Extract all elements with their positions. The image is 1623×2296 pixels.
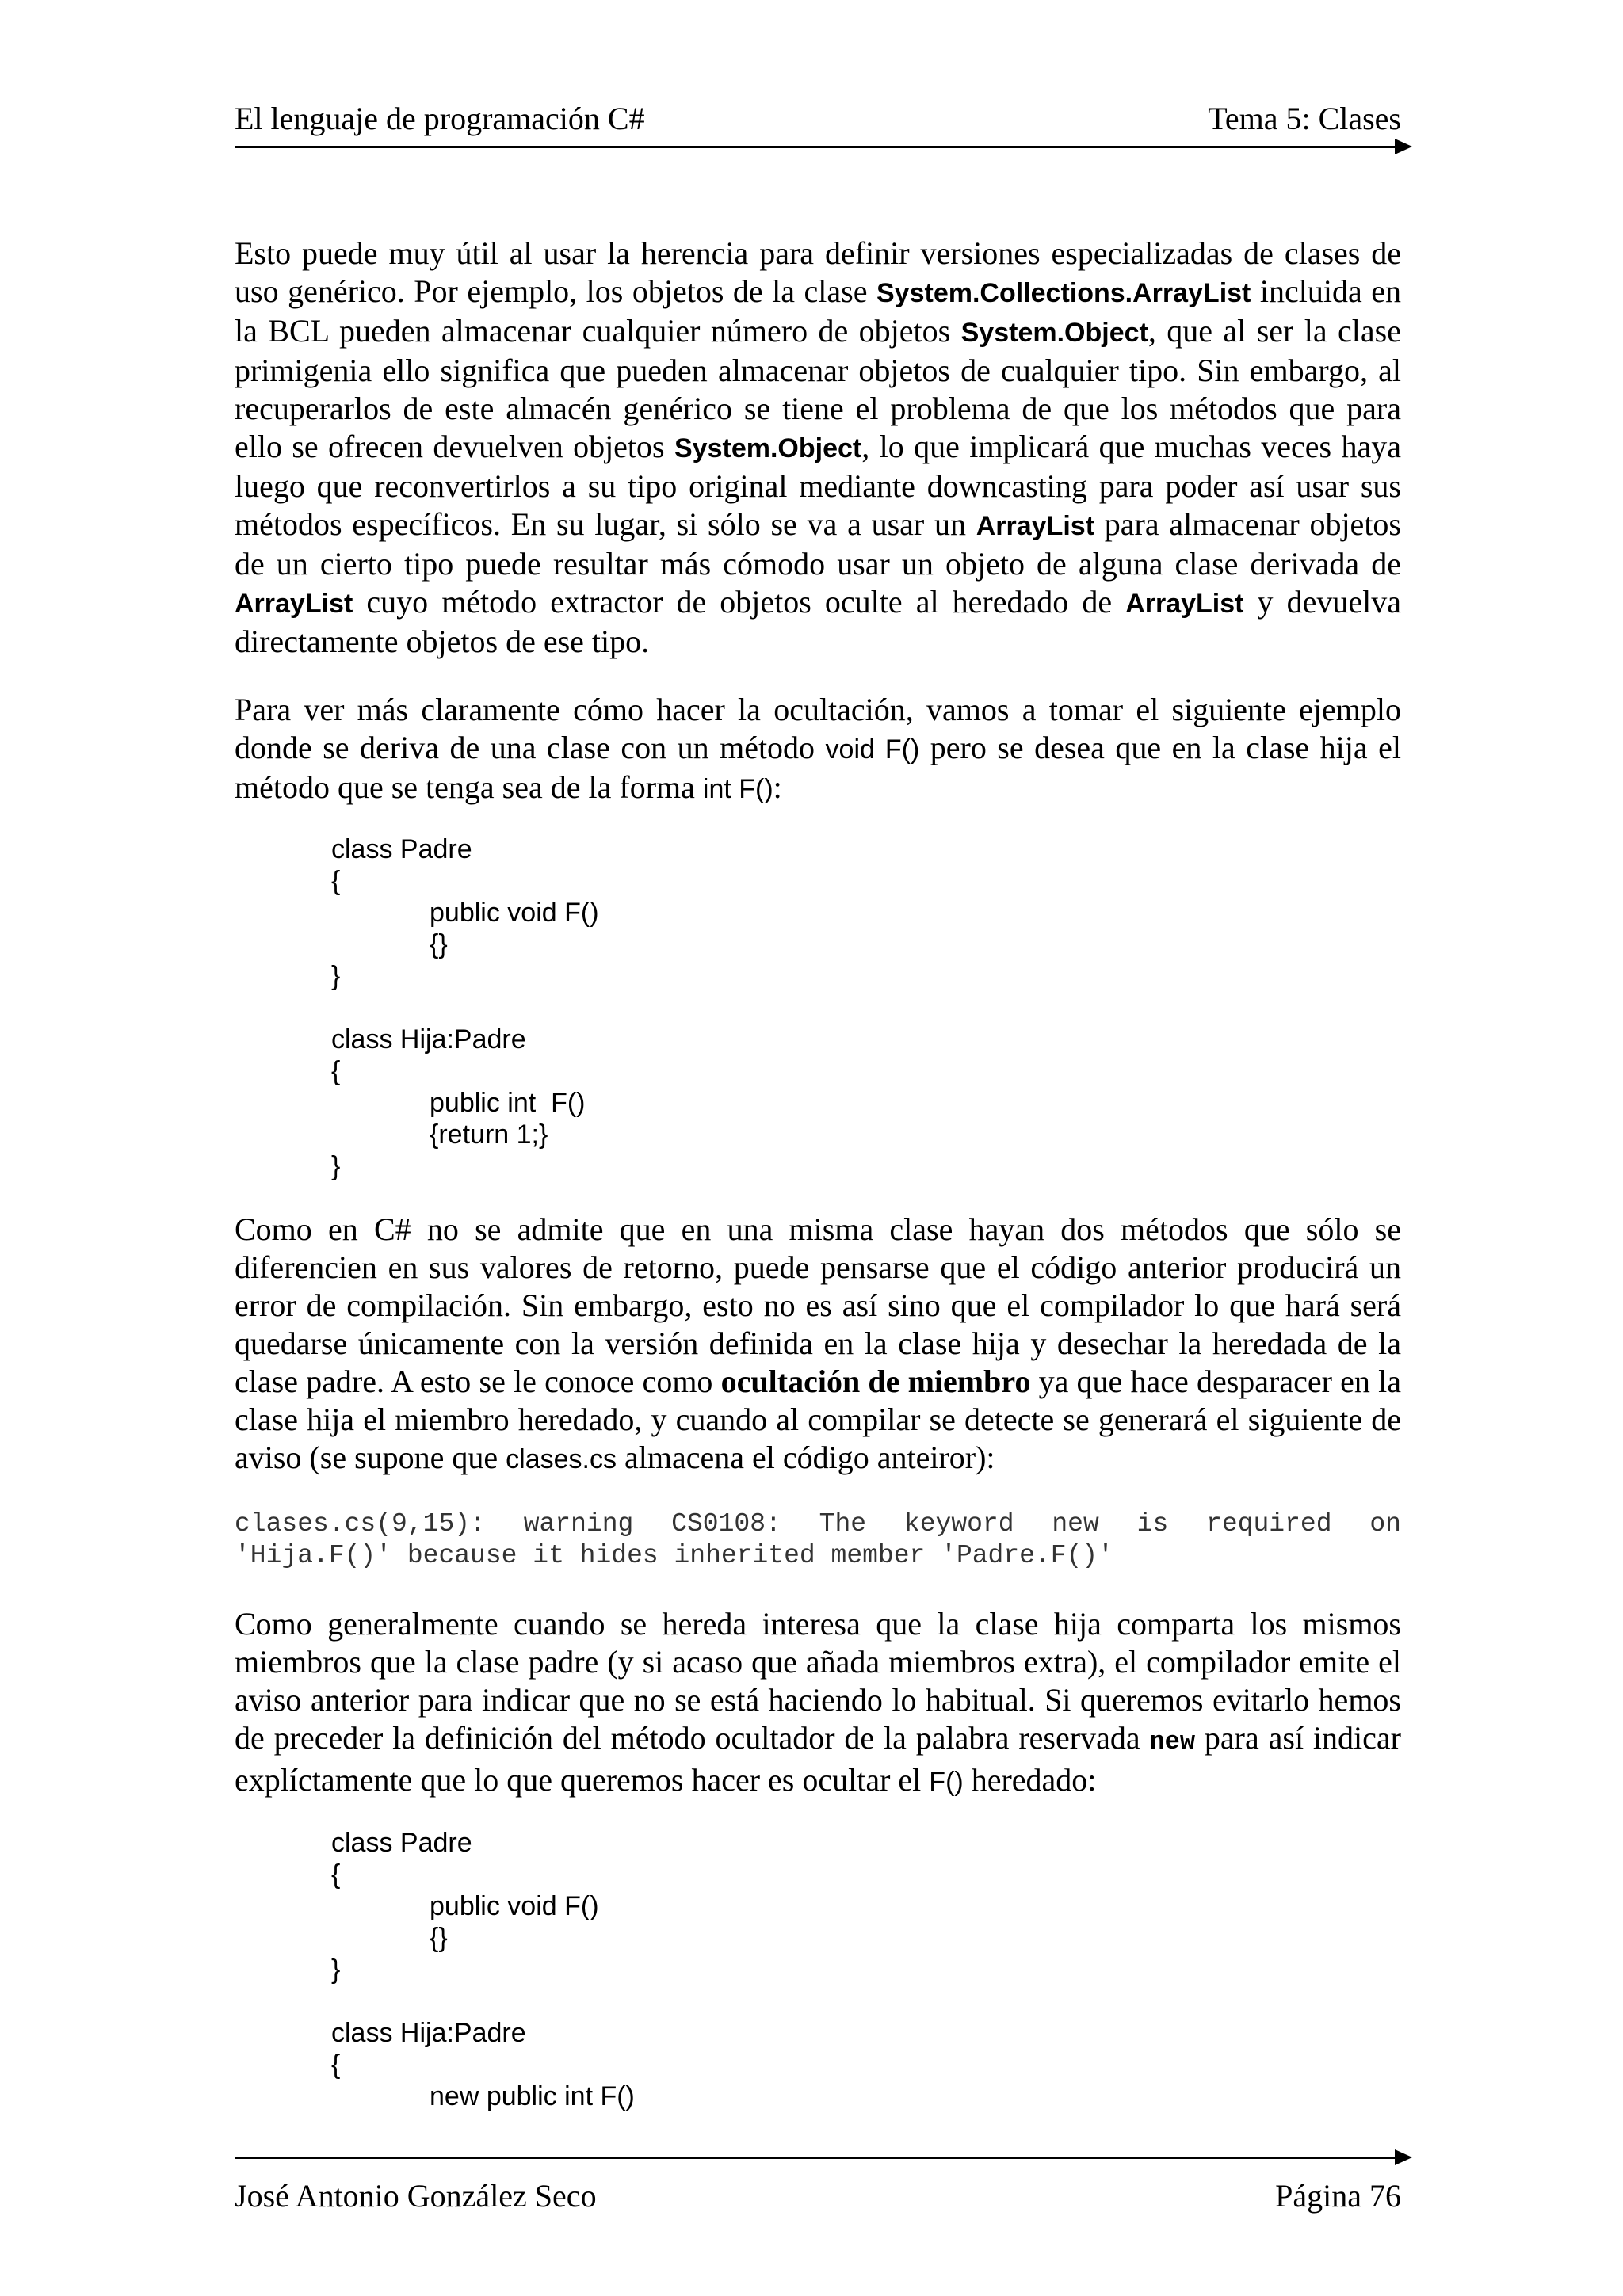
chapter-title: Tema 5: Clases [1208, 101, 1401, 136]
code-line-blank [331, 1985, 635, 2017]
paragraph-herencia [235, 235, 1401, 661]
code-line: { [331, 1056, 341, 1086]
warning-word: clases.cs(9,15): [235, 1509, 486, 1539]
code-line: public void F() [430, 1891, 599, 1921]
text: para almacenar objetos de un cierto tipo puede resultar más cómodo usar un objeto de alguna clase derivada de [235, 506, 1401, 582]
book-title: El lenguaje de programación C# [235, 101, 645, 136]
text: Para ver más claramente cómo hacer la ocultación, vamos a tomar el siguiente ejemplo donde se deriva de una clase con un método [235, 692, 1401, 765]
warning-line-1 [235, 1508, 1401, 1540]
code-line: } [331, 961, 341, 991]
code-line: { [331, 2050, 341, 2080]
warning-word: new [1052, 1509, 1099, 1539]
text: ya que hace desparacer en la clase hija el miembro heredado, y cuando al compilar se detecte se generará el siguiente de aviso (se supone que [235, 1363, 1401, 1475]
text: y devuelva directamente objetos de ese tipo. [235, 584, 1402, 659]
code-line: { [331, 866, 341, 896]
warning-line-2: 'Hija.F()' because it hides inherited member 'Padre.F()' [235, 1541, 1113, 1570]
code-line: } [331, 1151, 341, 1181]
code-block-2 [331, 1827, 635, 2112]
text: Esto puede muy útil al usar la herencia para definir versiones especializadas de clases de uso genérico. Por ejemplo, los objetos de la clase [235, 235, 1401, 309]
text: : [773, 769, 782, 805]
inline-code: System.Object [960, 318, 1148, 348]
header-arrow-rule [235, 146, 1396, 148]
paragraph-ocultacion-ejemplo [235, 691, 1401, 808]
inline-code: void F() [825, 734, 920, 765]
paragraph-ocultacion-miembro [235, 1211, 1401, 1478]
code-line: class Hija:Padre [331, 2018, 526, 2048]
warning-word: is [1136, 1509, 1169, 1539]
inline-code: F() [929, 1767, 964, 1797]
keyword: new [1149, 1727, 1196, 1756]
code-line: class Hija:Padre [331, 1024, 526, 1055]
text: , lo que implicará que muchas veces haya luego que reconvertirlos a su tipo original mediante downcasting para poder así usar sus métodos específicos. En su lugar, si sólo se va a usar un [235, 429, 1402, 542]
warning-word: CS0108: [671, 1509, 781, 1539]
inline-code: ArrayList [976, 511, 1095, 541]
code-line: class Padre [331, 834, 472, 864]
text: pero se desea que en la clase hija el método que se tenga sea de la forma [235, 730, 1401, 805]
code-line: {} [430, 929, 448, 959]
code-block-1 [331, 833, 599, 1182]
inline-code: ArrayList [1125, 589, 1244, 619]
text: cuyo método extractor de objetos oculte al heredado de [353, 584, 1126, 620]
code-line: } [331, 1955, 341, 1985]
code-line: new public int F() [430, 2081, 635, 2111]
warning-word: The [819, 1509, 867, 1539]
warning-word: keyword [903, 1509, 1014, 1539]
bold-term: ocultación de miembro [720, 1363, 1031, 1399]
code-line-blank [331, 992, 599, 1024]
page-number: Página 76 [1275, 2178, 1401, 2214]
warning-word: warning [523, 1509, 634, 1539]
inline-code: System.Collections.ArrayList [876, 278, 1251, 308]
text: , que al ser la clase primigenia ello significa que pueden almacenar objetos de cualquier tipo. Sin embargo, al recuperarlos de este almacén genérico se tiene el problema de que los métodos que para ello se ofrecen devuelven objetos [235, 313, 1401, 464]
code-line: { [331, 1859, 341, 1890]
inline-code: ArrayList [235, 589, 353, 619]
code-line: public void F() [430, 898, 599, 928]
text: Como generalmente cuando se hereda interesa que la clase hija comparta los mismos miembros que la clase padre (y si acaso que añada miembros extra), el compilador emite el aviso anterior para indicar que no se está haciendo lo habitual. Si queremos evitarlo hemos de preceder la definición del método ocultador de la palabra reservada [235, 1606, 1401, 1756]
code-line: {return 1;} [430, 1119, 548, 1150]
text: Como en C# no se admite que en una misma clase hayan dos métodos que sólo se diferencien en sus valores de retorno, puede pensarse que el código anterior producirá un error de compilación. Sin embargo, esto no es así sino que el compilador lo que hará será quedarse únicamente con la versión definida en la clase hija y desechar la heredada de la clase padre. A esto se le conoce como [235, 1211, 1401, 1399]
footer-arrow-rule [235, 2157, 1396, 2159]
text: incluida en la BCL pueden almacenar cualquier número de objetos [235, 273, 1401, 349]
text: almacena el código anteiror): [616, 1440, 995, 1475]
warning-word: required [1206, 1509, 1332, 1539]
text: heredado: [963, 1762, 1097, 1798]
inline-code: System.Object [674, 433, 862, 463]
warning-word: on [1369, 1509, 1401, 1539]
paragraph-new-keyword [235, 1605, 1401, 1801]
author-name: José Antonio González Seco [235, 2178, 597, 2214]
inline-code: clases.cs [506, 1444, 617, 1474]
code-line: class Padre [331, 1828, 472, 1858]
inline-code: int F() [702, 774, 773, 804]
code-line: public int F() [430, 1088, 586, 1118]
text: para así indicar explíctamente que lo que queremos hacer es ocultar el [235, 1720, 1401, 1798]
code-line: {} [430, 1923, 448, 1953]
compiler-warning [235, 1508, 1401, 1572]
